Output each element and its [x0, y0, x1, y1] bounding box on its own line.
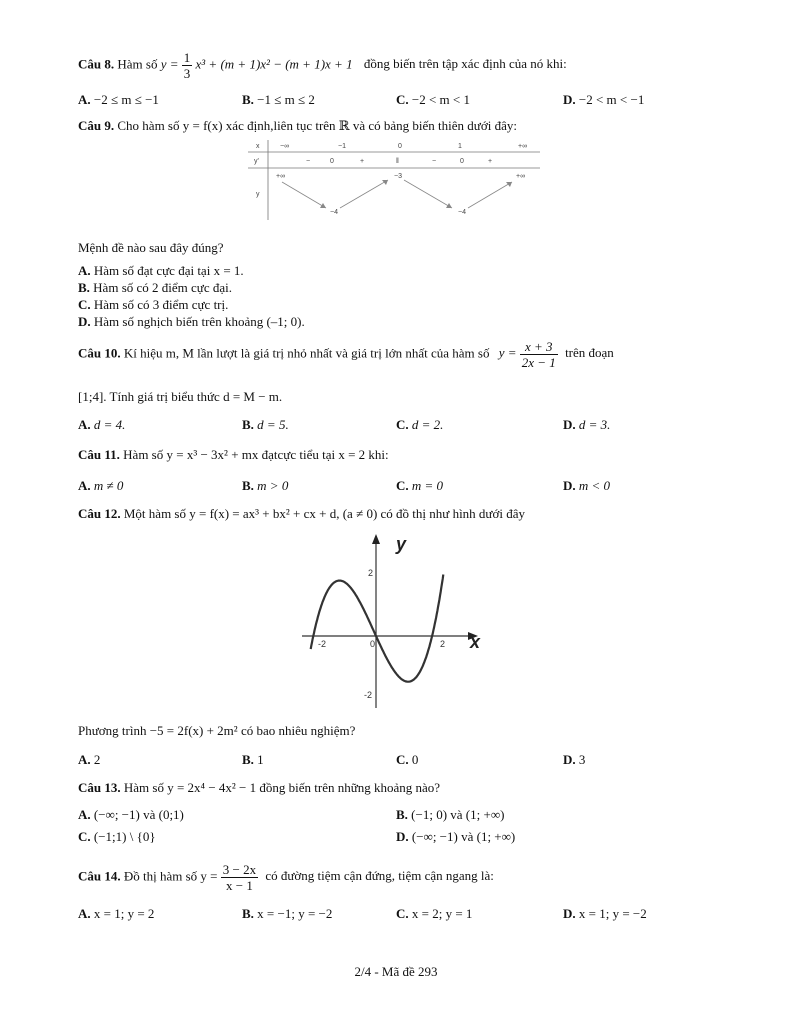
page-footer: 2/4 - Mã đề 293 — [354, 964, 438, 979]
q12-option-c[interactable]: C. 0 — [396, 752, 419, 767]
tbl-y-3: −4 — [458, 209, 466, 216]
cubic-curve — [311, 575, 444, 682]
q9-option-b[interactable]: B. Hàm số có 2 điểm cực đại. — [78, 280, 232, 295]
tbl-yp-6: + — [488, 158, 493, 165]
tick-x-2: 2 — [440, 639, 446, 649]
tbl-yp-label: y' — [254, 158, 259, 165]
y-axis-arrow — [372, 534, 380, 544]
q10-frac-den: 2x − 1 — [521, 355, 556, 370]
q10-text: Kí hiệu m, M lần lượt là giá trị nhỏ nhất và giá trị lớn nhất của hàm số — [123, 345, 490, 361]
tbl-y-4: +∞ — [516, 173, 526, 180]
q11-label: Câu 11. — [78, 447, 120, 462]
q14-fraction — [221, 862, 258, 893]
q8-lead: Hàm số — [117, 56, 158, 72]
q10-line2: [1;4]. Tính giá trị biểu thức d = M − m. — [78, 389, 283, 404]
tick-y-2: 2 — [368, 568, 374, 578]
q13-option-a[interactable]: A. (−∞; −1) và (0;1) — [78, 807, 184, 822]
q14-frac-num: 3 − 2x — [222, 862, 257, 877]
q10-option-b[interactable]: B. d = 5. — [242, 417, 289, 432]
tbl-yp-3: ‖ — [396, 158, 399, 165]
tbl-x-2: 0 — [398, 143, 402, 150]
q12-text: Một hàm số y = f(x) = ax³ + bx² + cx + d, (a ≠ 0) có đồ thị như hình dưới đây — [123, 506, 525, 521]
q8-frac-den: 3 — [183, 66, 191, 81]
q8-label: Câu 8. — [78, 56, 115, 72]
q12-option-b[interactable]: B. 1 — [242, 752, 264, 767]
q9-label: Câu 9. — [78, 118, 115, 133]
q14-lead: Đồ thị hàm số y = — [123, 868, 218, 884]
q12-option-a[interactable]: A. 2 — [78, 752, 101, 767]
tick-y-neg2: -2 — [364, 690, 373, 700]
q9-prompt: Mệnh đề nào sau đây đúng? — [78, 240, 224, 255]
tbl-yp-2: + — [360, 158, 365, 165]
tick-x-neg2: -2 — [318, 639, 327, 649]
q14-option-a[interactable]: A. x = 1; y = 2 — [78, 906, 155, 921]
tbl-y-0: +∞ — [276, 173, 286, 180]
q9-stem — [78, 118, 517, 134]
q10-fraction — [520, 339, 558, 370]
q11-option-d[interactable]: D. m < 0 — [563, 478, 611, 493]
q14-option-c[interactable]: C. x = 2; y = 1 — [396, 906, 473, 921]
tbl-yp-0: − — [306, 158, 311, 165]
tbl-x-label: x — [256, 143, 260, 150]
q8-tail: đồng biến trên tập xác định của nó khi: — [363, 56, 567, 72]
q9-option-d[interactable]: D. Hàm số nghịch biến trên khoảng (–1; 0). — [78, 314, 305, 329]
q12-prompt: Phương trình −5 = 2f(x) + 2m² có bao nhiêu nghiệm? — [78, 723, 356, 738]
q9-variation-table — [248, 138, 540, 222]
q11-stem — [78, 447, 389, 463]
tbl-x-4: +∞ — [518, 143, 528, 150]
q9-text: Cho hàm số y = f(x) xác định,liên tục trên ℝ và có bảng biến thiên dưới đây: — [117, 118, 517, 133]
q13-option-d[interactable]: D. (−∞; −1) và (1; +∞) — [396, 829, 516, 844]
q13-text: Hàm số y = 2x⁴ − 4x² − 1 đồng biến trên những khoảng nào? — [123, 780, 441, 795]
q10-func: y = — [498, 345, 517, 361]
y-axis-label: y — [396, 534, 407, 554]
q8-func: y = — [160, 56, 182, 72]
q13-label: Câu 13. — [78, 780, 121, 795]
q12-label: Câu 12. — [78, 506, 121, 521]
q14-frac-den: x − 1 — [226, 878, 253, 893]
q8-option-c[interactable]: C. −2 < m < 1 — [396, 92, 470, 107]
q9-option-a[interactable]: A. Hàm số đạt cực đại tại x = 1. — [78, 263, 244, 278]
tbl-y-label: y — [256, 191, 260, 198]
q10-label: Câu 10. — [78, 345, 121, 361]
q11-option-a[interactable]: A. m ≠ 0 — [78, 478, 124, 493]
q8-option-d[interactable]: D. −2 < m < −1 — [563, 92, 645, 107]
x-axis-label: x — [470, 632, 481, 652]
q8-stem — [78, 50, 567, 81]
q13-option-b[interactable]: B. (−1; 0) và (1; +∞) — [396, 807, 505, 822]
q8-func-tail: x³ + (m + 1)x² − (m + 1)x + 1 — [195, 56, 353, 72]
q14-tail: có đường tiệm cận đứng, tiệm cận ngang là: — [265, 868, 494, 884]
q14-stem — [78, 862, 494, 893]
q11-text: Hàm số y = x³ − 3x² + mx đạtcực tiểu tại x = 2 khi: — [123, 447, 389, 462]
q10-tail: trên đoạn — [565, 345, 614, 361]
q14-option-b[interactable]: B. x = −1; y = −2 — [242, 906, 333, 921]
q8-fraction — [182, 50, 193, 81]
q12-option-d[interactable]: D. 3 — [563, 752, 586, 767]
q9-option-c[interactable]: C. Hàm số có 3 điểm cực trị. — [78, 297, 229, 312]
q8-frac-num: 1 — [183, 50, 191, 65]
tbl-x-3: 1 — [458, 143, 462, 150]
tbl-x-0: −∞ — [280, 143, 290, 150]
tbl-y-2: −3 — [394, 173, 402, 180]
tick-origin: 0 — [370, 639, 376, 649]
q10-option-a[interactable]: A. d = 4. — [78, 417, 126, 432]
q10-option-d[interactable]: D. d = 3. — [563, 417, 611, 432]
q12-graph — [298, 528, 494, 714]
q13-stem — [78, 780, 440, 796]
q10-frac-num: x + 3 — [520, 339, 558, 355]
q11-option-c[interactable]: C. m = 0 — [396, 478, 444, 493]
q13-option-c[interactable]: C. (−1;1) \ {0} — [78, 829, 156, 844]
q8-option-b[interactable]: B. −1 ≤ m ≤ 2 — [242, 92, 315, 107]
q10-option-c[interactable]: C. d = 2. — [396, 417, 444, 432]
q14-label: Câu 14. — [78, 868, 121, 884]
q10-stem — [78, 339, 614, 370]
q8-option-a[interactable]: A. −2 ≤ m ≤ −1 — [78, 92, 159, 107]
tbl-x-1: −1 — [338, 143, 346, 150]
q14-option-d[interactable]: D. x = 1; y = −2 — [563, 906, 647, 921]
q12-stem — [78, 506, 525, 522]
q11-option-b[interactable]: B. m > 0 — [242, 478, 289, 493]
tbl-yp-5: 0 — [460, 158, 464, 165]
tbl-yp-4: − — [432, 158, 437, 165]
tbl-y-1: −4 — [330, 209, 338, 216]
tbl-yp-1: 0 — [330, 158, 334, 165]
